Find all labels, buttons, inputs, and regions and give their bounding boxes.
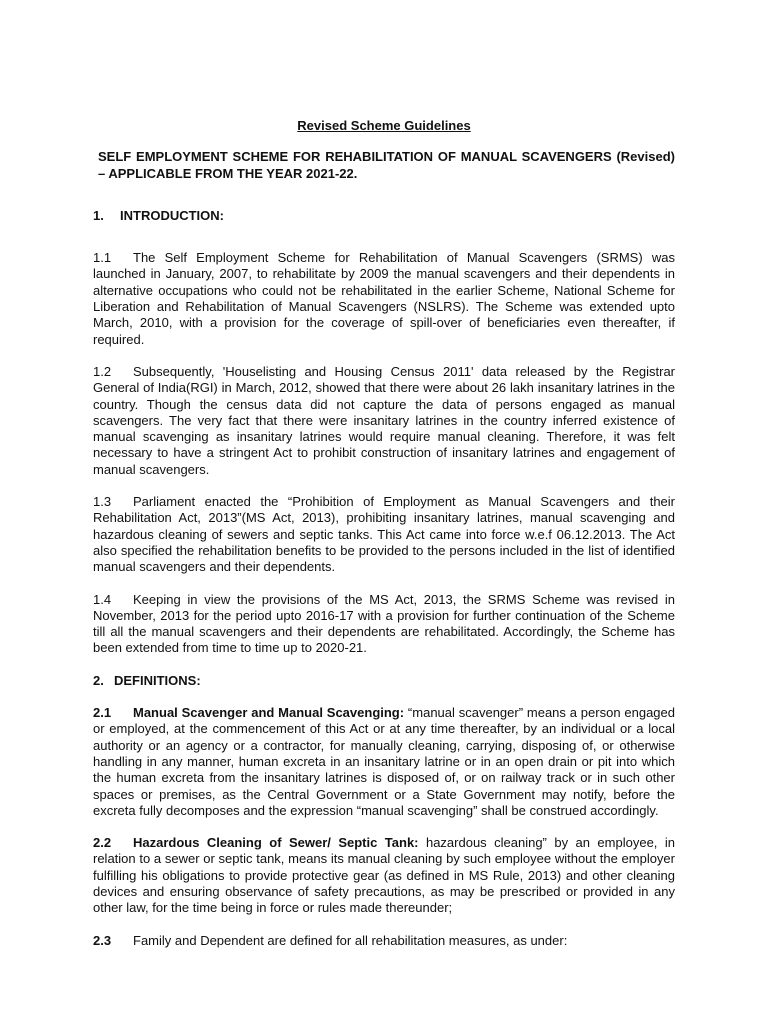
section-1-heading bbox=[93, 208, 675, 224]
paragraph-2-3 bbox=[93, 933, 675, 949]
paragraph-text: Subsequently, 'Houselisting and Housing Census 2011' data released by the Registrar General of India(RGI) in March, 2012, showed that there were about 26 lakh insanitary latrines in the country. Though the census data did not capture the data of persons engaged as manual scavengers. The very fact that there were insanitary latrines in the country inferred existence of manual scavenging as insanitary latrines would require manual cleaning. Therefore, it was felt necessary to have a stringent Act to prohibit construction of insanitary latrines and engagement of manual scavengers. bbox=[93, 363, 675, 477]
paragraph-number: 2.1 bbox=[93, 705, 112, 721]
paragraph-text: hazardous cleaning” by an employee, in relation to a sewer or septic tank, means its manual cleaning by such employee without the employer fulfilling his obligations to provide protective gear (as defined in MS Rule, 2013) and other cleaning devices and ensuring observance of safety precautions, as may be prescribed or provided in any other law, for the time being in force or rules made thereunder; bbox=[93, 835, 675, 916]
definition-term: Hazardous Cleaning of Sewer/ Septic Tank: bbox=[133, 835, 419, 851]
paragraph-2-1 bbox=[93, 705, 675, 819]
document-page bbox=[93, 118, 675, 965]
paragraph-1-3 bbox=[93, 494, 675, 575]
section-1-heading-text: INTRODUCTION: bbox=[120, 207, 224, 223]
definition-term: Manual Scavenger and Manual Scavenging: bbox=[133, 705, 405, 721]
document-title: Revised Scheme Guidelines bbox=[297, 118, 471, 133]
paragraph-text: Parliament enacted the “Prohibition of Employment as Manual Scavengers and their Rehabilitation Act, 2013”(MS Act, 2013), prohibiting insanitary latrines, manual scavenging and hazardous cleaning of sewers and septic tanks. This Act came into force w.e.f 06.12.2013. The Act also specified the rehabilitation benefits to be provided to the persons included in the list of identified manual scavengers and their dependents. bbox=[93, 494, 675, 575]
paragraph-text: Family and Dependent are defined for all rehabilitation measures, as under: bbox=[133, 932, 568, 948]
paragraph-1-1 bbox=[93, 250, 675, 348]
paragraph-number: 2.3 bbox=[93, 932, 112, 948]
paragraph-number: 1.3 bbox=[93, 494, 112, 510]
section-2-heading-text: DEFINITIONS: bbox=[114, 672, 201, 688]
paragraph-1-2 bbox=[93, 364, 675, 478]
paragraph-2-2 bbox=[93, 835, 675, 916]
paragraph-number: 2.2 bbox=[93, 835, 112, 851]
section-2-heading bbox=[93, 673, 675, 689]
paragraph-number: 1.1 bbox=[93, 250, 112, 266]
paragraph-text: Keeping in view the provisions of the MS Act, 2013, the SRMS Scheme was revised in November, 2013 for the period upto 2016-17 with a provision for further continuation of the Scheme till all the manual scavengers and their dependents are rehabilitated. Accordingly, the Scheme has been extended from time to time up to 2020-21. bbox=[93, 591, 675, 656]
paragraph-1-4 bbox=[93, 592, 675, 657]
paragraph-number: 1.2 bbox=[93, 363, 112, 379]
paragraph-text: The Self Employment Scheme for Rehabilitation of Manual Scavengers (SRMS) was launched in January, 2007, to rehabilitate by 2009 the manual scavengers and their dependents in alternative occupations who could not be rehabilitated in the earlier Scheme, National Scheme for Liberation and Rehabilitation of Manual Scavengers (NSLRS). The Scheme was extended upto March, 2010, with a provision for the coverage of spill-over of beneficiaries even thereafter, if required. bbox=[93, 250, 675, 347]
scheme-title: SELF EMPLOYMENT SCHEME FOR REHABILITATION OF MANUAL SCAVENGERS (Revised) – APPLICABLE FROM THE YEAR 2021-22. bbox=[98, 149, 675, 181]
paragraph-text: “manual scavenger” means a person engaged or employed, at the commencement of this Act or at any time thereafter, by an individual or a local authority or an agency or a contractor, for manually cleaning, carrying, disposing of, or otherwise handling in any manner, human excreta in an insanitary latrine or in an open drain or pit into which the human excreta from the insanitary latrines is disposed of, or on railway track or in such other spaces or premises, as the Central Government or a State Government may notify, before the excreta fully decomposes and the expression “manual scavenging” shall be construed accordingly. bbox=[93, 705, 675, 818]
paragraph-number: 1.4 bbox=[93, 591, 112, 607]
section-1-number: 1. bbox=[93, 207, 104, 223]
section-2-number: 2. bbox=[93, 672, 104, 688]
